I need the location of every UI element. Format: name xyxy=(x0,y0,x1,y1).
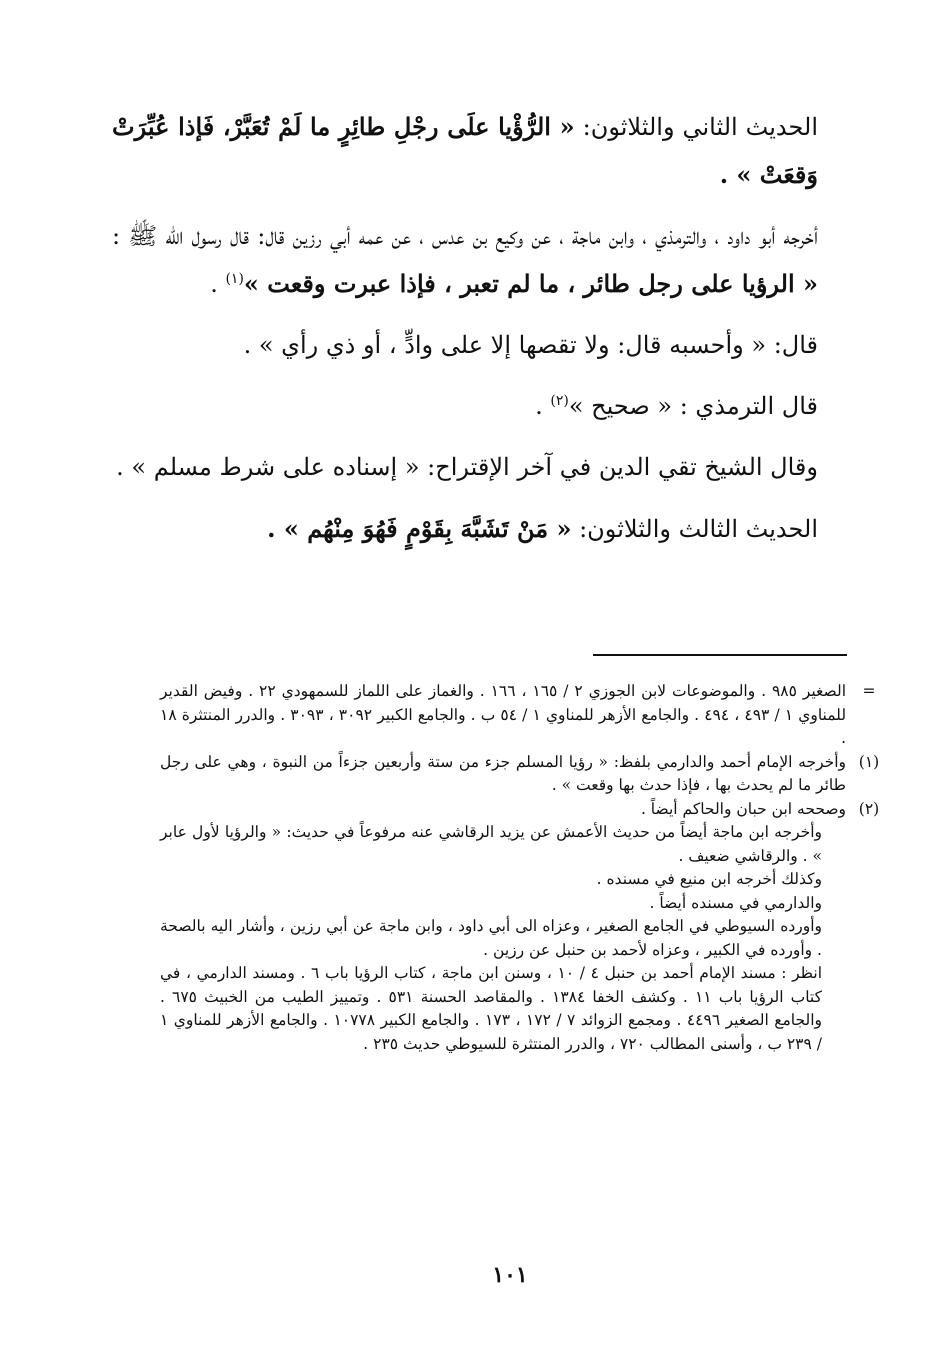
sheikh-paragraph: وقال الشيخ تقي الدين في آخر الإقتراح: « إسناده على شرط مسلم » . xyxy=(116,453,818,481)
footnote-1-text: وأخرجه الإمام أحمد والدارمي بلفظ: « رؤيا المسلم جزء من ستة وأربعين جزءاً من النبوة ، وهي على رجل طائر ما لم يحدث بها ، فإذا حدث بها وقعت » . xyxy=(160,752,846,794)
tirmidhi-end: . xyxy=(535,392,551,420)
footnote-ref-1: (١) xyxy=(225,271,244,287)
hadith-33-paragraph xyxy=(112,505,818,553)
footnote-2-line-3: وكذلك أخرجه ابن منيع في مسنده . xyxy=(596,870,822,888)
takhrij-paragraph xyxy=(112,213,818,308)
tirmidhi-paragraph xyxy=(112,383,818,430)
continuation-mark: = xyxy=(862,682,876,700)
qala-paragraph: قال: « وأحسبه قال: ولا تقصها إلا على وادٍّ ، أو ذي رأي » . xyxy=(243,331,818,359)
footnote-2-line-6: انظر : مسند الإمام أحمد بن حنبل ٤ / ١٠ ، وسنن ابن ماجة ، كتاب الرؤيا باب ٦ . ومسند الدارمي ، في كتاب الرؤيا باب ١١ . وكشف الخفا ١٣٨٤ . والمقاصد الحسنة ٥٣١ . وتمييز الطيب من الخبيث ٦٧٥ . والجامع الصغير ٤٤٩٦ . ومجمع الزوائد ٧ / ١٧٢ ، ١٧٣ . والجامع الكبير ١٠٧٧٨ . والجامع الأزهر للمناوي ١ / ٢٣٩ ب ، وأسنى المطالب ٧٢٠ ، والدرر المنتثرة للسيوطي حديث ٢٣٥ . xyxy=(160,964,823,1053)
footnote-separator xyxy=(593,654,847,656)
footnote-2-line-2: وأخرجه ابن ماجة أيضاً من حديث الأعمش عن يزيد الرقاشي عنه مرفوعاً في حديث: « والرؤيا لأول عابر » . والرقاشي ضعيف . xyxy=(160,823,822,865)
page-number: ١٠١ xyxy=(492,1262,528,1288)
footnote-2-mark: (٢) xyxy=(858,799,880,818)
hadith-33-text: « مَنْ تَشَبَّهَ بِقَوْمٍ فَهُوَ مِنْهُم » . xyxy=(267,514,572,543)
footnote-2-line-1: وصححه ابن حبان والحاكم أيضاً . xyxy=(640,799,846,818)
footnote-continuation-text: الصغير ٩٨٥ . والموضوعات لابن الجوزي ٢ / ١٦٥ ، ١٦٦ . والغماز على اللماز للسمهودي ٢٢ . وفيض القدير للمناوي ١ / ٤٩٣ ، ٤٩٤ . والجامع الأزهر للمناوي ١ / ٥٤ ب . والجامع الكبير ٣٠٩٢ ، ٣٠٩٣ . والدرر المنتثرة ١٨ . xyxy=(160,682,847,747)
tirmidhi-text: قال الترمذي : « صحيح » xyxy=(568,392,818,420)
footnote-1-mark: (١) xyxy=(858,752,880,771)
takhrij-end: . xyxy=(210,270,226,298)
footnote-2-line-4: والدارمي في مسنده أيضاً . xyxy=(649,893,822,912)
footnote-2-line-5: وأورده السيوطي في الجامع الصغير ، وعزاه الى أبي داود ، وابن ماجة عن أبي رزين ، وأشار اليه بالصحة . وأورده في الكبير ، وعزاه لأحمد بن حنبل عن رزين . xyxy=(160,917,822,959)
hadith-32-heading: الحديث الثاني والثلاثون: xyxy=(574,113,818,141)
takhrij-intro: أخرجه أبو داود ، والترمذي ، وابن ماجة ، عن وكيع بن عدس ، عن عمه أبي رزين قال: قال رسول الله ﷺ : xyxy=(112,222,818,250)
footnote-2 xyxy=(160,798,880,822)
takhrij-hadith-text: « الرؤيا على رجل طائر ، ما لم تعبر ، فإذا عبرت وقعت » xyxy=(243,269,818,298)
hadith-32-text: « الرُّؤْيا علَى رجْلِ طائِرٍ ما لَمْ تُعَبَّرْ، فَإذا عُبِّرَتْ وَقعَتْ » . xyxy=(112,112,818,189)
footnote-continuation xyxy=(160,680,876,751)
hadith-33-heading: الحديث الثالث والثلاثون: xyxy=(571,515,818,543)
footnote-ref-2: (٢) xyxy=(550,393,569,409)
hadith-32-paragraph xyxy=(112,103,818,199)
footnote-1 xyxy=(160,751,880,798)
footnotes xyxy=(160,680,880,1056)
main-text xyxy=(112,103,818,567)
